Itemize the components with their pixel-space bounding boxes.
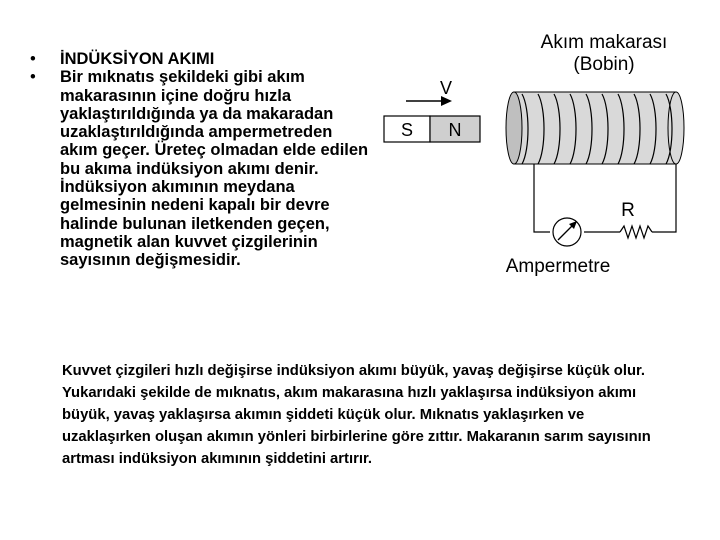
bullet-marker: •	[30, 50, 36, 68]
explanation-paragraph: Kuvvet çizgileri hızlı değişirse indüksiyon akımı büyük, yavaş değişirse küçük olur. Yukarıdaki şekilde de mıknatıs, akım makarasına hızlı yaklaşırsa indüksiyon akımı büyük, yavaş yaklaşırsa akımın şiddeti küçük olur. Mıknatıs yaklaşırken ve uzaklaşırken oluşan akımın yönleri birbirlerine göre zıttır. Makaranın sarım sayısının artması indüksiyon akımının şiddetini artırır.	[62, 363, 651, 467]
induction-diagram	[380, 20, 720, 300]
coil-label-line2: (Bobin)	[573, 54, 635, 75]
magnet-n-label: N	[448, 120, 462, 140]
bullet-text-title: İNDÜKSİYON AKIMI	[60, 50, 215, 68]
coil	[506, 92, 684, 164]
circuit-wires	[534, 164, 676, 232]
bullet-list	[30, 50, 370, 270]
bullet-item-title	[30, 50, 370, 68]
bullet-marker: •	[30, 68, 36, 87]
resistor-label: R	[621, 200, 635, 221]
magnet	[384, 116, 480, 142]
coil-label-line1: Akım makarası	[540, 32, 668, 53]
velocity-label: V	[439, 78, 453, 98]
bullet-item-description	[30, 68, 370, 269]
ammeter-label: Ampermetre	[505, 256, 611, 277]
resistor	[620, 226, 652, 238]
magnet-s-label: S	[400, 120, 414, 140]
bullet-text-description: Bir mıknatıs şekildeki gibi akım makarasının içine doğru hızla yaklaştırıldığında ya da makaradan uzaklaştırıldığında ampermetreden akım geçer. Üreteç olmadan elde edilen bu akıma indüksiyon akımı denir. İndüksiyon akımının meydana gelmesinin nedeni kapalı bir devre halinde bulunan iletkenden geçen, magnetik alan kuvvet çizgilerinin sayısının değişmesidir.	[60, 68, 369, 270]
ammeter	[553, 218, 581, 246]
